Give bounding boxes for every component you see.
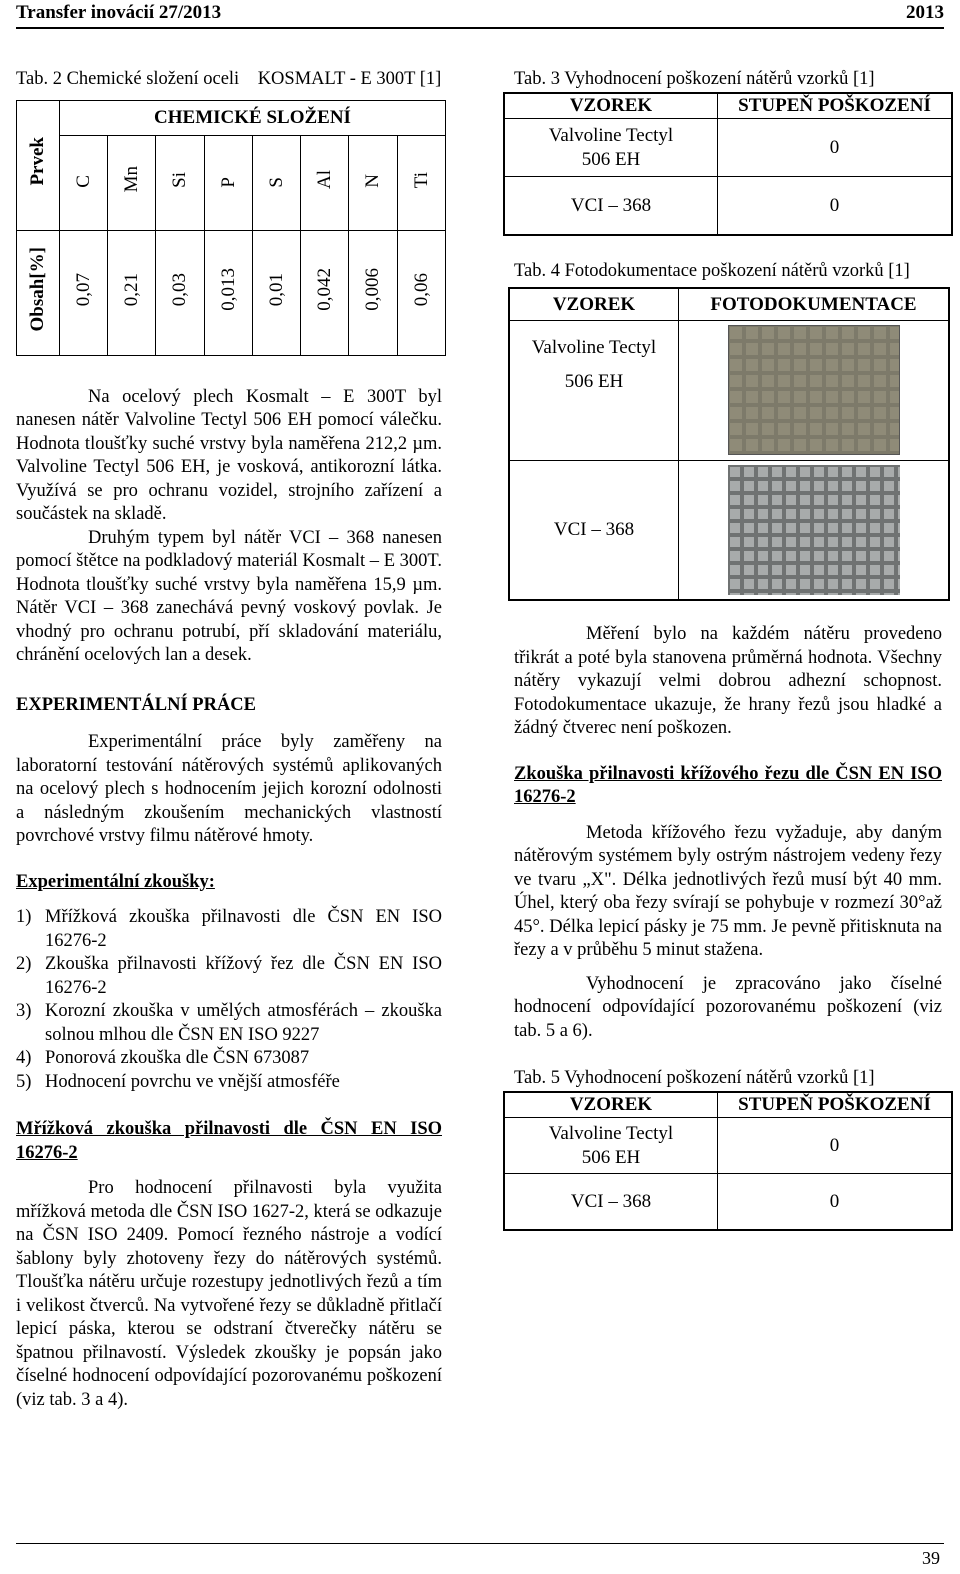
grid-test-photo-vci <box>728 465 900 595</box>
journal-title: Transfer inovácií 27/2013 <box>16 2 222 23</box>
tab2-chemical-composition <box>16 100 446 356</box>
table-row <box>504 1174 952 1230</box>
tab4-sample-cell: VCI – 368 <box>509 460 679 600</box>
table-row <box>509 320 949 460</box>
paragraph-evaluation: Vyhodnocení je zpracováno jako číselné hodnocení odpovídající pozorovanému poškození (viz tab. 5 a 6). <box>514 973 942 1041</box>
tab5-grade-cell: 0 <box>718 1174 953 1230</box>
tests-list <box>16 906 442 1094</box>
right-column <box>503 68 953 1231</box>
tab3-grade-cell: 0 <box>718 119 953 177</box>
tab5-grade-cell: 0 <box>718 1118 953 1174</box>
tab4-header-sample: VZOREK <box>509 288 679 320</box>
paragraph-cross-cut-method: Metoda křížového řezu vyžaduje, aby daným nátěrovým systémem byly ostrým nástrojem vedeny řezy ve tvaru „X". Délka jednotlivých řezů musí být 40 mm. Úhel, který oba řezy svírají se pohybuje v rozmezí 30°až 45°. Délka lepicí pásky je 75 mm. Je pevně přitisknuta na řezy a v průběhu 5 minut stažena. <box>514 822 942 960</box>
tab3-damage-evaluation <box>503 92 953 236</box>
table-row <box>509 460 949 600</box>
tab2-group-header: CHEMICKÉ SLOŽENÍ <box>60 100 446 135</box>
tab2-row-label-content: Obsah[%] <box>17 230 60 355</box>
paragraph-experimental: Experimentální práce byly zaměřeny na laboratorní testování nátěrových systémů aplikovaných na ocelový plech s hodnocením jejich korozní odolnosti a následným zkoušením mechanických vlastností povrchové vrstvy filmu nátěrové hmoty. <box>16 732 442 846</box>
tab2-value-cell: 0,06 <box>397 230 445 355</box>
left-column <box>16 68 442 1412</box>
tab5-sample-cell: VCI – 368 <box>504 1174 718 1230</box>
tab2-value-cell: 0,006 <box>349 230 397 355</box>
tab3-header-sample: VZOREK <box>504 93 718 119</box>
table-row <box>504 177 952 235</box>
section-heading-experimental: EXPERIMENTÁLNÍ PRÁCE <box>16 694 257 715</box>
page-number: 39 <box>922 1548 940 1568</box>
tab4-caption: Tab. 4 Fotodokumentace poškození nátěrů vzorků [1] <box>514 260 910 281</box>
tab4-photo-cell <box>679 320 950 460</box>
journal-year: 2013 <box>906 2 944 23</box>
tab4-header-photo: FOTODOKUMENTACE <box>679 288 950 320</box>
tab2-element-cell: N <box>349 135 397 230</box>
list-item: 3) Korozní zkouška v umělých atmosférách – zkouška solnou mlhou dle ČSN EN ISO 9227 <box>16 1001 442 1045</box>
tab3-header-grade: STUPEŇ POŠKOZENÍ <box>718 93 953 119</box>
tab3-caption: Tab. 3 Vyhodnocení poškození nátěrů vzorků [1] <box>514 69 875 89</box>
tab3-grade-cell: 0 <box>718 177 953 235</box>
tab2-value-cell: 0,03 <box>156 230 204 355</box>
tab2-element-cell: P <box>204 135 252 230</box>
list-item: 2) Zkouška přilnavosti křížový řez dle ČSN EN ISO 16276-2 <box>16 954 442 998</box>
running-header <box>16 0 944 26</box>
table-row <box>504 119 952 177</box>
paragraph-grid-test: Pro hodnocení přilnavosti byla využita mřížková metoda dle ČSN ISO 1627-2, která se odkazuje na ČSN ISO 2409. Pomocí řezného nástroje a vodící šablony byly zhotoveny řezy do nátěrových systémů. Tloušťka nátěru určuje rozestupy jednotlivých řezů a tím i velikost čtverců. Na vytvořené řezy se důkladně přitlačí lepicí páska, kterou se odstraní čtverečky nátěru se špatnou přilnavostí. Výsledek zkoušky je popsán jako číselné hodnocení odpovídající pozorovanému poškození (viz tab. 3 a 4). <box>16 1178 442 1410</box>
tab2-caption: Tab. 2 Chemické složení oceli KOSMALT - E 300T [1] <box>16 69 442 89</box>
tab3-sample-cell: VCI – 368 <box>504 177 718 235</box>
tab4-photo-documentation <box>508 287 950 601</box>
list-item: 5) Hodnocení povrchu ve vnější atmosféře <box>16 1071 340 1092</box>
tab2-element-cell: Mn <box>108 135 156 230</box>
tab5-header-grade: STUPEŇ POŠKOZENÍ <box>718 1092 953 1118</box>
tab4-sample-cell: Valvoline Tectyl 506 EH <box>509 320 679 460</box>
tab2-value-cell: 0,21 <box>108 230 156 355</box>
list-item: 1) Mřížková zkouška přilnavosti dle ČSN EN ISO 16276-2 <box>16 907 442 951</box>
tab2-row-label-element: Prvek <box>17 100 60 230</box>
tab2-element-cell: C <box>60 135 108 230</box>
tab2-element-cell: Ti <box>397 135 445 230</box>
tab5-header-sample: VZOREK <box>504 1092 718 1118</box>
heading-experimental-tests: Experimentální zkoušky: <box>16 871 215 892</box>
paragraph-coating-1: Na ocelový plech Kosmalt – E 300T byl nanesen nátěr Valvoline Tectyl 506 EH pomocí válečku. Hodnota tloušťky suché vrstvy byla naměřena 212,2 µm. Valvoline Tectyl 506 EH, je vosková, antikorozní látka. Využívá se pro ochranu vozidel, strojního zařízení a součástek na skladě. <box>16 386 442 524</box>
tab2-value-cell: 0,01 <box>252 230 300 355</box>
tab4-photo-cell <box>679 460 950 600</box>
tab2-value-cell: 0,07 <box>60 230 108 355</box>
tab3-sample-cell: Valvoline Tectyl 506 EH <box>504 119 718 177</box>
tab2-element-cell: Si <box>156 135 204 230</box>
tab5-caption: Tab. 5 Vyhodnocení poškození nátěrů vzorků [1] <box>514 1068 875 1088</box>
heading-grid-test: Mřížková zkouška přilnavosti dle ČSN EN ISO 16276-2 <box>16 1119 442 1163</box>
tab2-element-cell: Al <box>301 135 349 230</box>
grid-test-photo-tectyl <box>728 325 900 455</box>
tab2-value-cell: 0,013 <box>204 230 252 355</box>
paragraph-coating-2: Druhým typem byl nátěr VCI – 368 nanesen pomocí štětce na podkladový materiál Kosmalt – E 300T. Hodnota tloušťky suché vrstvy byla naměřena 15,9 µm. Nátěr VCI – 368 zanechává pevný voskový povlak. Je vhodný pro ochranu potrubí, pří skladování materiálu, chránění ocelových lan a desek. <box>16 527 442 665</box>
tab5-damage-evaluation <box>503 1091 953 1231</box>
tab2-value-cell: 0,042 <box>301 230 349 355</box>
list-item: 4) Ponorová zkouška dle ČSN 673087 <box>16 1048 310 1068</box>
footer-rule <box>16 1543 944 1544</box>
heading-cross-cut-test: Zkouška přilnavosti křížového řezu dle ČSN EN ISO 16276-2 <box>514 763 942 807</box>
table-row <box>504 1118 952 1174</box>
paragraph-results: Měření bylo na každém nátěru provedeno třikrát a poté byla stanovena průměrná hodnota. Všechny nátěry vykazují velmi dobrou adhezní schopnost. Fotodokumentace ukazuje, že hrany řezů jsou hladké a žádný čtverec není poškozen. <box>514 624 942 738</box>
tab5-sample-cell: Valvoline Tectyl 506 EH <box>504 1118 718 1174</box>
tab2-element-cell: S <box>252 135 300 230</box>
header-rule <box>16 27 944 29</box>
